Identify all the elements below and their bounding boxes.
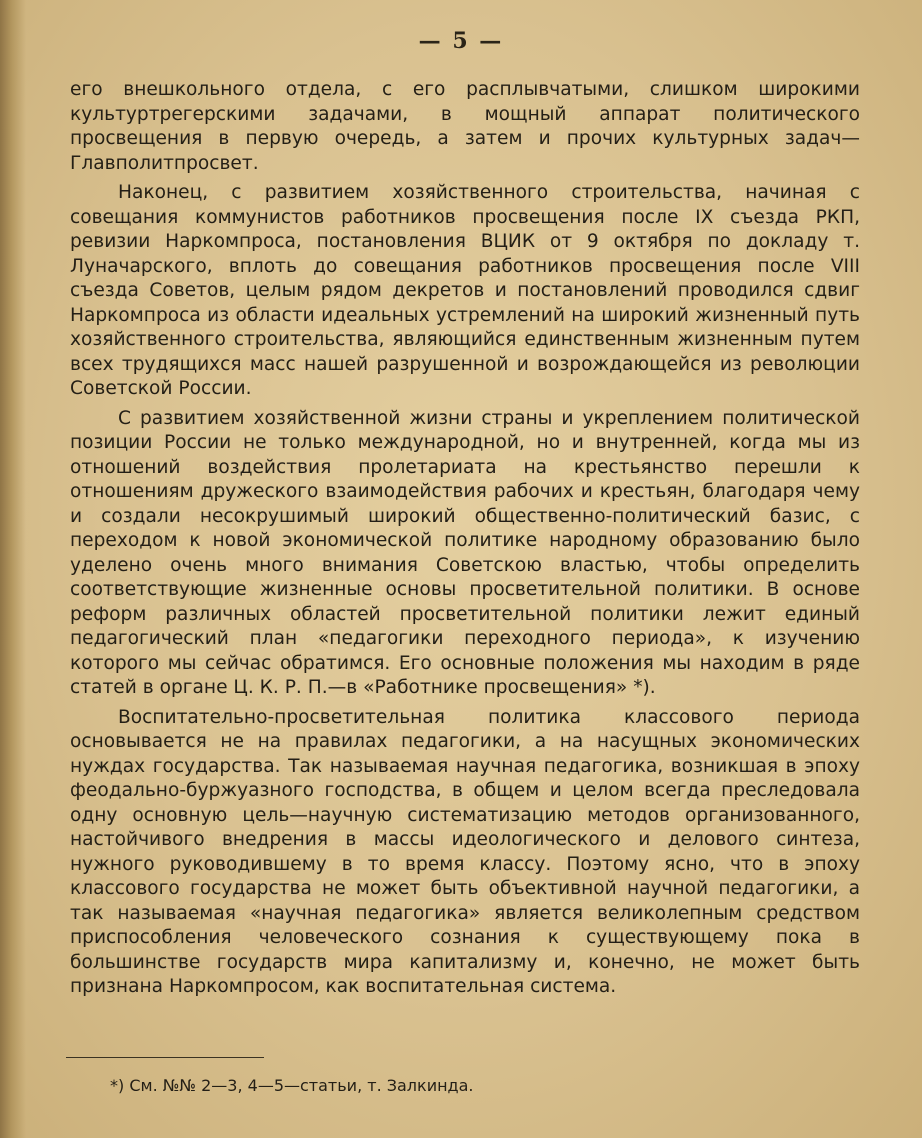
page-spine-shadow xyxy=(0,0,26,1138)
footnote-divider xyxy=(66,1057,264,1058)
paragraph-continuation: его внешкольного отдела, с его расплывчатыми, слишком широкими культуртрегерскими задачами, в мощный аппарат политического просвещения в первую очередь, а затем и прочих культурных задач—Главполитпросвет. xyxy=(70,79,860,174)
body-text xyxy=(70,78,860,1005)
paragraph: Воспитательно-просветительная политика классового периода основывается не на правилах педагогики, а на насущных экономических нуждах государства. Так называемая научная педагогика, возникшая в эпоху феодально-буржуазного господства, в общем и целом всегда преследовала одну основную цель—научную систематизацию методов организованного, настойчивого внедрения в массы идеологического и делового синтеза, нужного руководившему в то время классу. Поэтому ясно, что в эпоху классового государства не может быть объективной научной педагогики, а так называемая «научная педагогика» является великолепным средством приспособления человеческого сознания к существующему пока в большинстве государств мира капитализму и, конечно, не может быть признана Наркомпросом, как воспитательная система. xyxy=(70,706,860,997)
paragraph: Наконец, с развитием хозяйственного строительства, начиная с совещания коммунистов работников просвещения после IX съезда РКП, ревизии Наркомпроса, постановления ВЦИК от 9 октября по докладу т. Луначарского, вплоть до совещания работников просвещения после VIII съезда Советов, целым рядом декретов и постановлений проводился сдвиг Наркомпроса из области идеальных устремлений на широкий жизненный путь хозяйственного строительства, являющийся единственным жизненным путем всех трудящихся масс нашей разрушенной и возрождающейся из революции Советской России. xyxy=(70,182,860,399)
page-number: — 5 — xyxy=(418,28,504,54)
paragraph: С развитием хозяйственной жизни страны и укреплением политической позиции России не только международной, но и внутренней, когда мы из отношений воздействия пролетариата на крестьянство перешли к отношениям дружеского взаимодействия рабочих и крестьян, благодаря чему и создали несокрушимый широкий общественно-политический базис, с переходом к новой экономической политике народному образованию было уделено очень много внимания Советскою властью, чтобы определить соответствующие жизненные основы просветительной политики. В основе реформ различных областей просветительной политики лежит единый педагогический план «педагогики переходного периода», к изучению которого мы сейчас обратимся. Его основные положения мы находим в ряде статей в органе Ц. К. Р. П.—в «Работнике просвещения» *). xyxy=(70,407,860,698)
footnote: *) См. №№ 2—3, 4—5—статьи, т. Залкинда. xyxy=(110,1076,474,1095)
